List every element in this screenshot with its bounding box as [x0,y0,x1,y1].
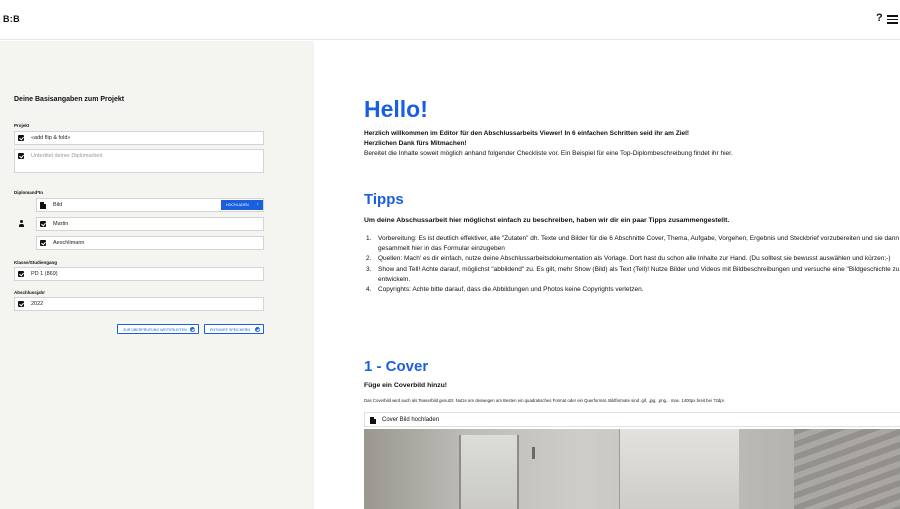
cover-note: Das Coverbild wird auch als Teaserbild genutzt. Nutze am deswegen am Besten ein quadratisches Format oder ein Querformat. Bildformate sind .gif, .jpg, .png... max. 1400px breit bei 72dpi. [364,398,725,403]
cover-upload-label: Cover Bild hochladen [382,417,440,423]
subtitle-field[interactable] [14,149,264,173]
image-label: Bild [53,202,63,208]
list-item: 2. Quellen: Mach' es dir einfach, nutze deine Abschlussarbeitsdokumentation als Vorlage. Dort hast du schon alle Inhalte zur Hand. (Du solltest sie bewusst auswählen und kürzen;-) [366,255,891,263]
tipps-subtitle: Um deine Abschussarbeit hier möglichst einfach zu beschreiben, haben wir dir ein paar Tipps zusammengestellt. [364,217,730,224]
check-icon [40,240,46,246]
subtitle-placeholder: Untertitel deiner Diplomarbeit [31,153,103,159]
review-label: ZUR ÜBERPRÜFUNG WEITERLEITEN [123,327,187,332]
upload-button[interactable] [221,200,263,210]
last-name-value: Aeschlimann [53,240,85,246]
list-item: 3. Show and Tell! Achte darauf, möglichst "abbildend" zu. Es gilt, mehr Show (Bild) als Text (Tell)! Nutze Bilder und Videos mit Bildbeschreibungen und versuche eine "Bildgeschichte zu entwickeln. [366,265,900,283]
file-icon [370,417,376,424]
check-icon [18,135,24,141]
intro-line-3: Bereitet die Inhalte soweit möglich anhand folgender Checkliste vor. Ein Beispiel für eine Top-Diplombeschreibung findet ihr hier. [364,150,733,157]
intro-line-1: Herzlich willkommen im Editor für den Abschlussarbeits Viewer! In 6 einfachen Schritten seid ihr am Ziel! [364,130,690,137]
klasse-field[interactable] [14,267,264,281]
cover-subtitle: Füge ein Coverbild hinzu! [364,382,448,389]
top-bar [0,0,900,40]
tips-list [364,234,900,295]
cover-image [364,429,900,509]
last-name-field[interactable] [36,236,264,250]
jahr-value: 2022 [31,301,44,307]
check-icon [40,221,46,227]
intro-line-2: Herzlichen Dank fürs Mitmachen! [364,140,467,147]
intro-text [364,129,900,159]
jahr-field[interactable] [14,297,264,311]
project-title-field[interactable] [14,131,264,145]
check-circle-icon [255,327,260,332]
list-item: 4. Copyrights: Achte bitte darauf, dass die Abbildungen und Photos keine Copyrights verletzen. [366,286,644,294]
save-draft-button[interactable] [204,324,264,334]
file-icon [40,202,46,209]
project-title-value: «add flip & fold» [31,135,71,141]
check-icon [18,271,24,277]
jahr-label: Abschlussjahr [14,290,46,295]
hello-title: Hello! [364,96,428,122]
person-icon [18,220,25,227]
hamburger-icon[interactable] [887,15,898,24]
sidebar-heading: Deine Basisangaben zum Projekt [14,96,125,103]
check-icon [18,153,24,159]
first-name-value: Martin [53,221,69,227]
cover-upload-field[interactable] [364,412,900,427]
save-draft-label: ENTWURF SPEICHERN [210,327,250,332]
list-item: 1. Vorbereitung: Es ist deutlich effektiver, alle "Zutaten" dh. Texte und Bilder für die 6 Abschnitte Cover, Thema, Aufgabe, Vorgehen, Ergebnis und Steckbrief vorzubereiten und sie dann gesammelt hier in das Formular einzugeben [366,235,899,253]
sidebar-form [0,41,314,509]
klasse-value: PD 1 (869) [31,271,58,277]
klasse-label: Klasse/Studiengang [14,260,58,265]
cover-title: 1 - Cover [364,358,429,375]
tipps-title: Tipps [364,191,404,208]
first-name-field[interactable] [36,217,264,231]
check-circle-icon [190,327,195,332]
main-content [314,41,900,509]
projekt-label: Projekt [14,123,30,128]
help-icon[interactable]: ? [876,12,883,24]
logo[interactable]: B:B [3,14,20,24]
check-icon [18,301,24,307]
diplomand-label: Diplomand*In [14,190,43,195]
upload-label: HOCHLADEN [226,203,249,207]
upload-arrow-icon: ↑ [256,202,259,208]
review-button[interactable] [117,324,199,334]
